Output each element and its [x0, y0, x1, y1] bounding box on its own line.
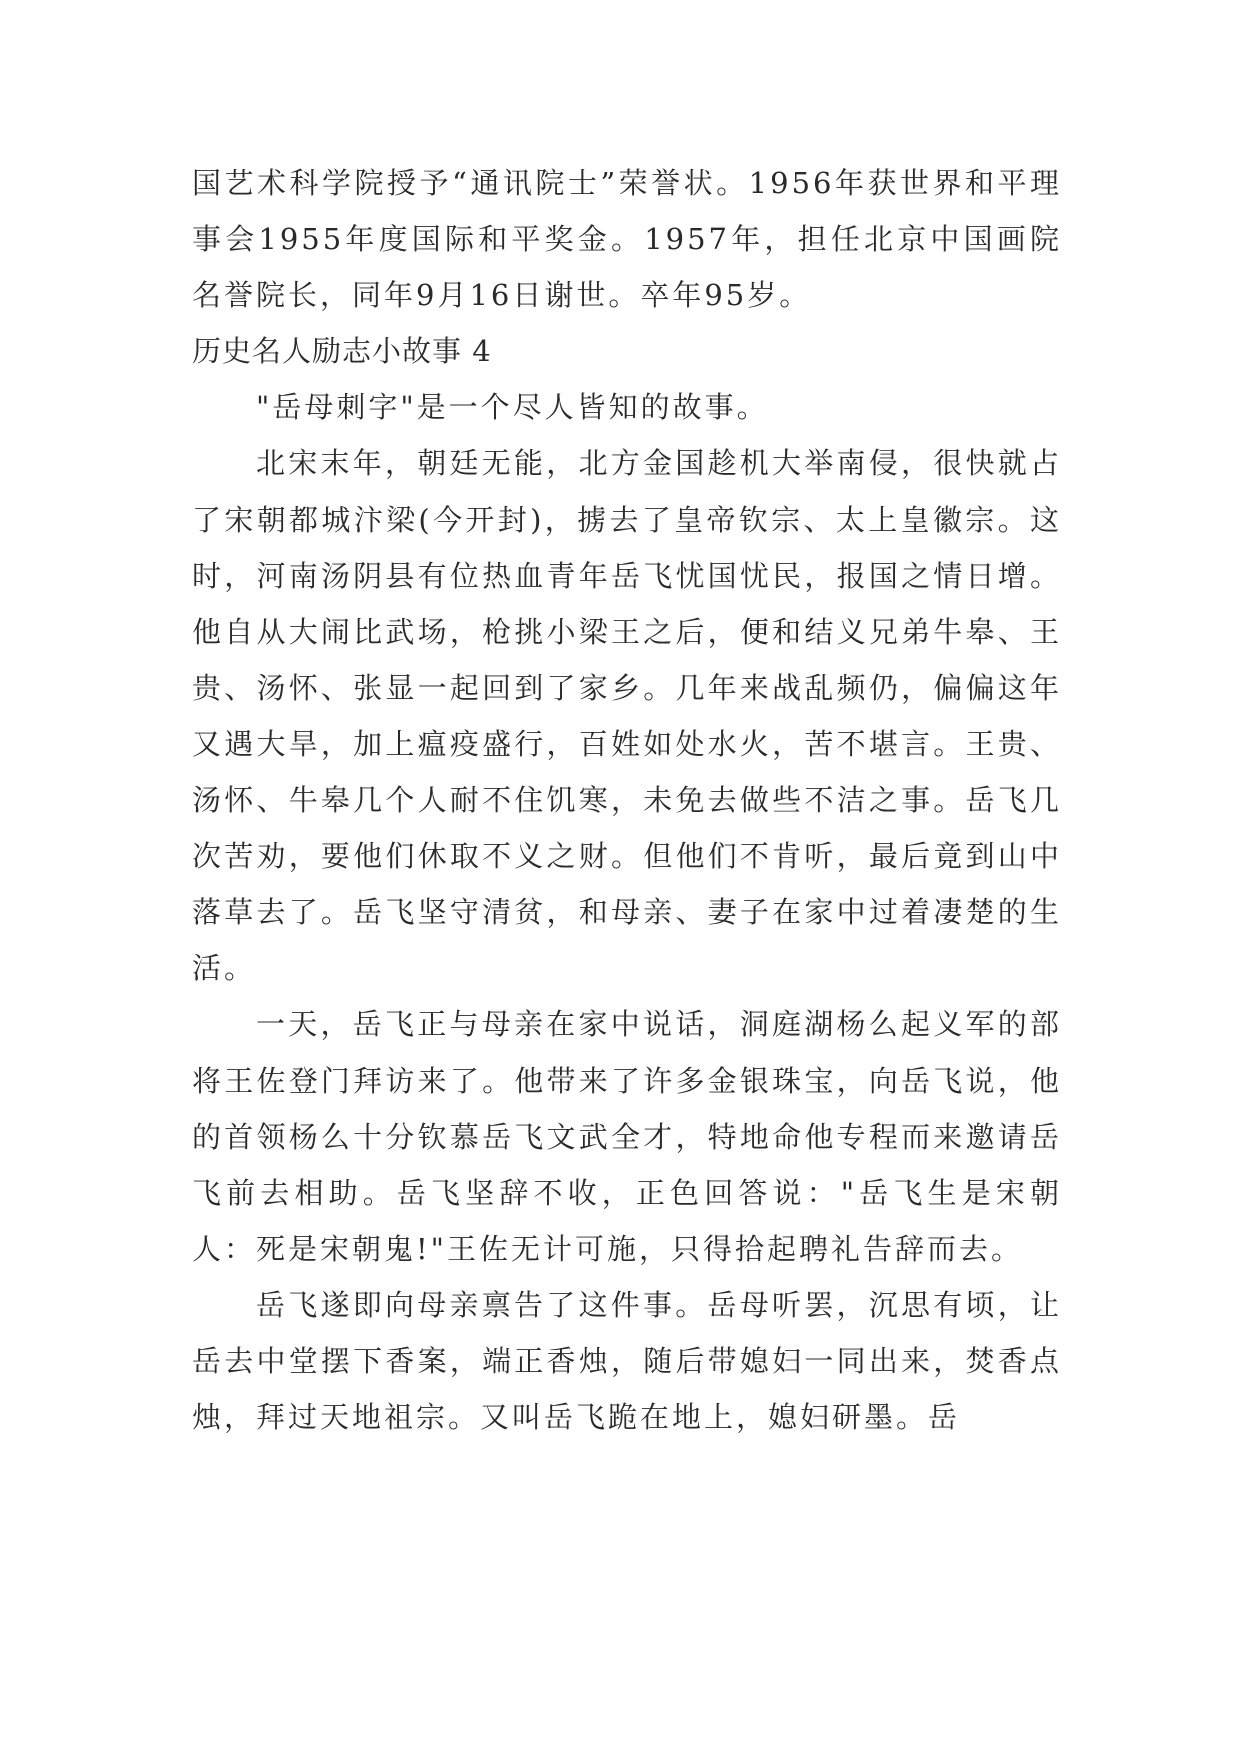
paragraph: 一天，岳飞正与母亲在家中说话，洞庭湖杨么起义军的部将王佐登门拜访来了。他带来了许多金银珠宝，向岳飞说，他的首领杨么十分钦慕岳飞文武全才，特地命他专程而来邀请岳飞前去相助。岳飞坚辞不收，正色回答说："岳飞生是宋朝人：死是宋朝鬼!"王佐无计可施，只得拾起聘礼告辞而去。: [192, 1007, 1062, 1266]
paragraph: 北宋末年，朝廷无能，北方金国趁机大举南侵，很快就占了宋朝都城汴梁(今开封)，掳去了皇帝钦宗、太上皇徽宗。这时，河南汤阴县有位热血青年岳飞忧国忧民，报国之情日增。他自从大闹比武场，枪挑小梁王之后，便和结义兄弟牛皋、王贵、汤怀、张显一起回到了家乡。几年来战乱频仍，偏偏这年又遇大旱，加上瘟疫盛行，百姓如处水火，苦不堪言。王贵、汤怀、牛皋几个人耐不住饥寒，未免去做些不洁之事。岳飞几次苦劝，要他们休取不义之财。但他们不肯听，最后竟到山中落草去了。岳飞坚守清贫，和母亲、妻子在家中过着凄楚的生活。: [192, 446, 1062, 986]
continued-paragraph: 国艺术科学院授予“通讯院士”荣誉状。1956年获世界和平理事会1955年度国际和平奖金。1957年，担任北京中国画院名誉院长，同年9月16日谢世。卒年95岁。: [192, 166, 1062, 313]
document-body: [192, 155, 1062, 1445]
paragraph: "岳母刺字"是一个尽人皆知的故事。: [256, 390, 769, 425]
section-heading: 历史名人励志小故事 4: [192, 334, 492, 369]
paragraph: 岳飞遂即向母亲禀告了这件事。岳母听罢，沉思有顷，让岳去中堂摆下香案，端正香烛，随后带媳妇一同出来，焚香点烛，拜过天地祖宗。又叫岳飞跪在地上，媳妇研墨。岳: [192, 1287, 1062, 1435]
